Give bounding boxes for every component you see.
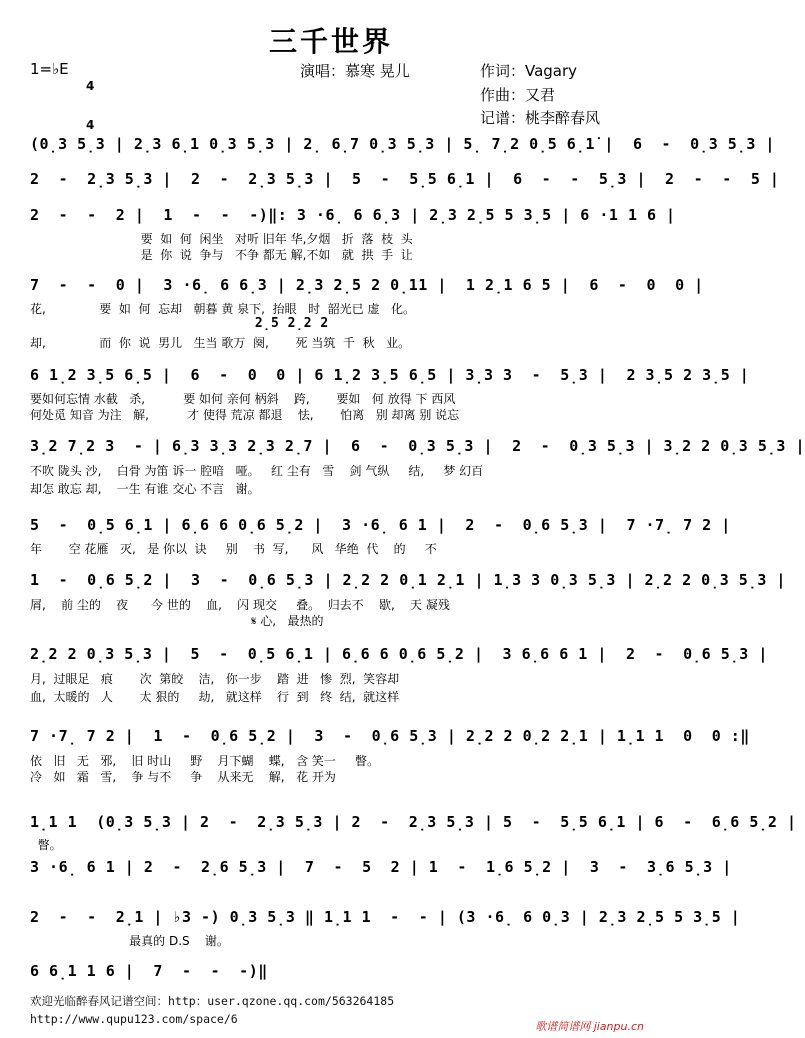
lyric-row-9a: 月, 过眼足 痕 次 第皎 洁, 你一步 踏 进 惨 烈, 笑容却: [30, 672, 400, 686]
music-row-9: 2̣2 2 0̣3 5̣3 | 5 - 0̣5 6̣1 | 6̣6 6 0̣6 5̣2 | 3 6̣6 6 1 | 2 - 0̣6 5̣3 |: [30, 645, 768, 663]
music-row-1: (0̣3 5̣3 | 2̣3 6̣1 0̣3 5̣3 | 2̣ 6̣7 0̣3 5̣3 | 5̣ 7̣2 0̣5 6̣1̇ | 6 - 0̣3 5̣3 |: [30, 135, 775, 153]
lyric-row-10b: 冷 如 霜 雪, 争 与不 争 从来无 解, 花 开为: [30, 770, 336, 784]
music-row-13: 2 - - 2̣1 | ♭3 -) 0̣3 5̣3 ‖ 1̣1 1 - - | (3 ·6̣ 6 0̣3 | 2̣3 2̣5 5 3̣5 |: [30, 908, 741, 926]
meter-bottom: 4: [86, 118, 95, 132]
lyricist-credit: 作词：Vagary: [480, 62, 578, 80]
music-row-12: 3 ·6̣ 6 1 | 2 - 2̣6 5̣3 | 7 - 5 2 | 1 - 1̣6 5̣2 | 3 - 3̣6 5̣3 |: [30, 858, 732, 876]
music-row-4: 7 - - 0 | 3 ·6̣ 6 6̣3 | 2̣3 2̣5 2 0̣11 | 1 2̣1 6 5 | 6 - 0 0 |: [30, 276, 704, 294]
music-row-11: 1̣1 1 (0̣3 5̣3 | 2 - 2̣3 5̣3 | 2 - 2̣3 5̣3 | 5 - 5̣5 6̣1 | 6 - 6̣6 5̣2 |: [30, 813, 797, 831]
lyric-row-5a: 要如何忘情 水截 杀, 要 如何 亲何 柄斜 跨, 要如 何 放得 下 西风: [30, 392, 456, 406]
footer-line-1: 欢迎光临醉春风记谱空间：http：user.qzone.qq.com/563264185: [30, 994, 395, 1008]
singer-credit: 演唱：慕寒 晃儿: [300, 62, 410, 80]
page-title: 三千世界: [268, 25, 393, 58]
lyric-row-6b: 却怎 敢忘 却, 一生 有谁 交心 不言 谢。: [30, 482, 260, 496]
lyric-row-5b: 何处觅 知音 为注 解, 才 使得 荒凉 都退 怯, 怕离 别 却离 别 说忘: [30, 408, 460, 422]
lyric-row-13: 最真的 D.S 谢。: [30, 934, 229, 948]
lyric-row-8b: 𝄋 心, 最热的: [30, 614, 324, 628]
music-row-8: 1 - 0̣6 5̣2 | 3 - 0̣6 5̣3 | 2̣2 2 0̣1 2̣1 | 1̣3 3 0̣3 5̣3 | 2̣2 2 0̣3 5̣3 |: [30, 571, 786, 589]
lyric-row-6a: 不吹 陇头 沙, 白骨 为笛 诉一 腔喑 哑。 红 尘有 雪 剑 气纵 结, 梦 幻百: [30, 464, 484, 478]
music-row-2: 2 - 2̣3 5̣3 | 2 - 2̣3 5̣3 | 5 - 5̣5 6̣1 | 6 - - 5̣3 | 2 - - 5 |: [30, 170, 780, 188]
lyric-row-4a: 花, 要 如 何 忘却 朝暮 黄 泉下, 抬眼 时 韶光已 虚 化。: [30, 302, 415, 316]
lyric-row-4c: 却, 而 你 说 男儿 生当 歌万 阕, 死 当筑 千 秋 业。: [30, 336, 411, 350]
composer-credit: 作曲：又君: [480, 86, 556, 104]
music-row-10: 7 ·7̣ 7 2 | 1 - 0̣6 5̣2 | 3 - 0̣6 5̣3 | 2̣2 2 0̣2 2̣1 | 1̣1 1 0 0 :‖: [30, 727, 750, 745]
music-row-6: 3̣2 7̣2 3 - | 6̣3 3̣3 2̣3 2̣7 | 6 - 0̣3 5̣3 | 2 - 0̣3 5̣3 | 3̣2 2 0̣3 5̣3 |: [30, 437, 805, 455]
lyric-row-7: 年 空 花雁 灭, 是 你以 诀 别 书 写, 风 华绝 代 的 不: [30, 542, 437, 556]
meter-top: 4: [86, 79, 95, 93]
music-row-5: 6 1̣2 3̣5 6̣5 | 6 - 0 0 | 6 1̣2 3̣5 6̣5 | 3̣3 3 - 5̣3 | 2 3̣5 2 3̣5 |: [30, 366, 750, 384]
music-row-14: 6 6̣1 1 6 | 7 - - -)‖: [30, 962, 268, 980]
lyric-row-11: 瞥。: [30, 838, 62, 852]
lyric-row-3a: 要 如 何 闲坐 对听 旧年 华,夕烟 折 落 枝 头: [30, 232, 413, 246]
lyric-row-3b: 是 你 说 争与 不争 都无 解,不如 就 拱 手 让: [30, 248, 413, 262]
key-signature: 1=♭E: [30, 60, 69, 78]
footer-line-2: http://www.qupu123.com/space/6: [30, 1012, 238, 1026]
music-row-3: 2 - - 2 | 1 - - -)‖: 3 ·6̣ 6 6̣3 | 2̣3 2̣5 5 3̣5 | 6 ·1 1 6 |: [30, 206, 676, 224]
lyric-row-4b: 2̣5 2̣2 2: [30, 316, 329, 331]
lyric-row-9b: 血, 太暖的 人 太 狠的 劫, 就这样 行 到 终 结, 就这样: [30, 690, 400, 704]
music-row-7: 5 - 0̣5 6̣1 | 6̣6 6 0̣6 5̣2 | 3 ·6̣ 6 1 | 2 - 0̣6 5̣3 | 7 ·7̣ 7 2 |: [30, 516, 731, 534]
time-signature: [86, 54, 94, 145]
lyric-row-8a: 屑, 前 尘的 夜 今 世的 血, 闪 现交 叠。 归去不 歇, 天 凝残: [30, 598, 450, 612]
lyric-row-10a: 依 旧 无 邪, 旧 时山 野 月下蝴 蝶, 含 笑一 瞥。: [30, 754, 379, 768]
transcriber-credit: 记谱：桃李醉春风: [480, 109, 601, 127]
watermark: 歌谱简谱网 jianpu.cn: [535, 1020, 644, 1033]
